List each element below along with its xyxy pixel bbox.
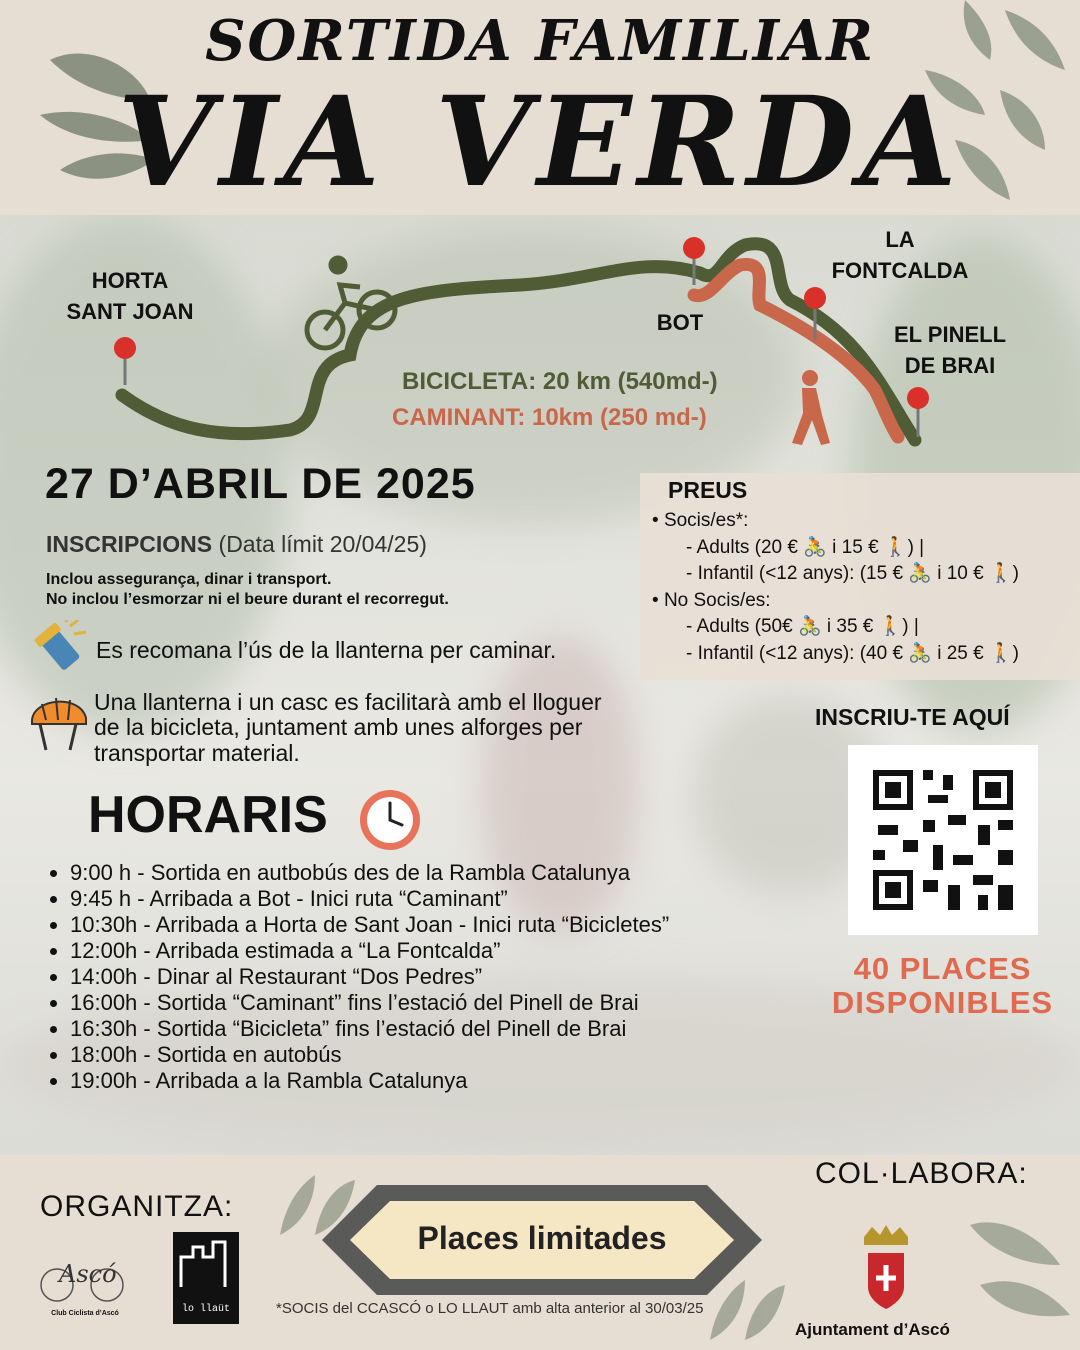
flashlight-note: Es recomana l’ús de la llanterna per caminar.: [96, 637, 557, 663]
walk-route-line: [694, 264, 898, 437]
bike-route-label: BICICLETA: 20 km (540md-): [402, 368, 718, 395]
header: [0, 0, 1080, 215]
club-ciclista-logo: Ascó Club Ciclista d’Ascó: [35, 1240, 135, 1325]
schedule-item: • 14:00h - Dinar al Restaurant “Dos Pedres”: [70, 964, 860, 990]
inscriptions-line: INSCRIPCIONS (Data límit 20/04/25): [46, 531, 427, 557]
coat-of-arms-icon: [858, 1225, 914, 1313]
schedule-item: • 9:45 h - Arribada a Bot - Inici ruta “Caminant”: [70, 886, 860, 912]
ajuntament-label: Ajuntament d’Ascó: [795, 1320, 950, 1339]
schedule-item: • 10:30h - Arribada a Horta de Sant Joan - Inici ruta “Bicicletes”: [70, 912, 860, 938]
prices-list: • Socis/es*: - Adults (20 € 🚴 i 15 € 🚶) | - Infantil (<12 anys): (15 € 🚴 i 10 € 🚶) • No Socis/es: - Adults (50€ 🚴 i 35 € 🚶) | - Infantil (<12 anys): (40 € 🚴 i 25 € 🚶): [652, 508, 1077, 668]
members-footnote: *SOCIS del CCASCÓ o LO LLAUT amb alta anterior al 30/03/25: [276, 1300, 704, 1317]
includes-text: Inclou assegurança, dinar i transport. No inclou l’esmorzar ni el beure durant el recorregut.: [46, 571, 449, 608]
castle-icon: [173, 1232, 239, 1302]
walker-icon: [792, 370, 830, 445]
available-places: 40 PLACES DISPONIBLES: [831, 951, 1054, 1021]
event-subtitle: SORTIDA FAMILIAR: [205, 8, 875, 74]
qr-code[interactable]: [848, 745, 1038, 935]
schedule-item: • 16:30h - Sortida “Bicicleta” fins l’estació del Pinell de Brai: [70, 1016, 860, 1042]
helmet-note: Una llanterna i un casc es facilitarà amb el lloguer de la bicicleta, juntament amb unes alforges per transportar material.: [94, 689, 602, 766]
label-pinell: EL PINELL DE BRAI: [893, 322, 1007, 378]
schedule-item: • 18:00h - Sortida en autobús: [70, 1042, 860, 1068]
schedule-title: HORARIS: [88, 786, 328, 844]
label-bot: BOT: [656, 310, 704, 335]
nonmembers-label: No Socis/es:: [663, 589, 771, 611]
schedule-item: • 16:00h - Sortida “Caminant” fins l’estació del Pinell de Brai: [70, 990, 860, 1016]
flashlight-icon: [30, 620, 90, 675]
members-adults: - Adults (20 € 🚴 i 15 € 🚶) |: [686, 536, 925, 558]
lo-llaut-logo: lo llaüt: [173, 1232, 239, 1324]
nonmembers-children: - Infantil (<12 anys): (40 € 🚴 i 25 € 🚶): [686, 642, 1019, 664]
register-cta[interactable]: INSCRIU-TE AQUÍ: [815, 704, 1010, 730]
organizer-label: ORGANITZA:: [40, 1190, 234, 1223]
collaborator-label: COL·LABORA:: [815, 1157, 1028, 1190]
label-fontcalda: LA FONTCALDA: [831, 227, 969, 283]
walk-route-label: CAMINANT: 10km (250 md-): [392, 404, 707, 431]
schedule-item: • 9:00 h - Sortida en autbobús des de la Rambla Catalunya: [70, 860, 860, 886]
event-date: 27 D’ABRIL DE 2025: [45, 460, 476, 508]
nonmembers-adults: - Adults (50€ 🚴 i 35 € 🚶) |: [686, 616, 919, 638]
event-title: VIA VERDA: [117, 70, 963, 215]
schedule-item: • 12:00h - Arribada estimada a “La Fontcalda”: [70, 938, 860, 964]
prices-title: PREUS: [668, 477, 748, 503]
qr-code-icon: [848, 745, 1038, 935]
schedule-item: • 19:00h - Arribada a la Rambla Catalunya: [70, 1068, 860, 1094]
leaf-decoration-icon: [950, 1185, 1080, 1325]
clock-icon: [357, 787, 423, 853]
limited-places-text: Places limitades: [417, 1220, 667, 1256]
members-children: - Infantil (<12 anys): (15 € 🚴 i 10 € 🚶): [686, 563, 1019, 585]
horta-pin-icon: [114, 337, 136, 385]
helmet-icon: [28, 690, 90, 760]
label-horta: HORTA SANT JOAN: [66, 268, 194, 324]
members-label: Socis/es*:: [663, 510, 749, 531]
schedule-list: [44, 860, 860, 1094]
